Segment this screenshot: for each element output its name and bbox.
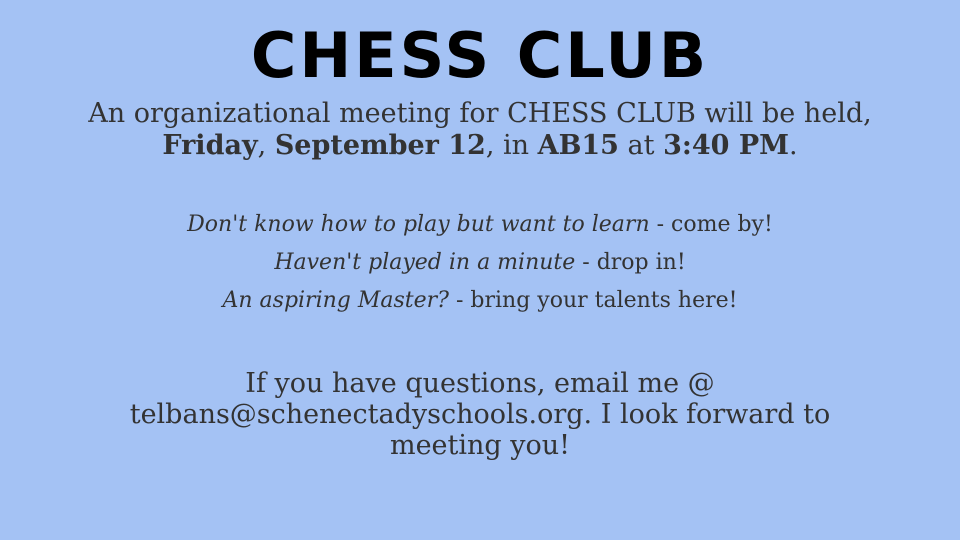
invitation-prompts bbox=[60, 206, 900, 320]
prompt-line bbox=[60, 206, 900, 244]
announcement-sep-2: , in bbox=[485, 130, 538, 161]
prompt-rest: - come by! bbox=[649, 212, 773, 237]
meeting-room: AB15 bbox=[537, 130, 619, 161]
prompt-line bbox=[60, 244, 900, 282]
prompt-rest: - bring your talents here! bbox=[448, 288, 738, 313]
meeting-time: 3:40 PM bbox=[663, 130, 790, 161]
announcement-text: An organizational meeting for CHESS CLUB will be held, bbox=[88, 98, 872, 129]
meeting-announcement bbox=[60, 98, 900, 162]
prompt-italic: Haven't played in a minute bbox=[274, 250, 576, 275]
prompt-italic: An aspiring Master? bbox=[222, 288, 449, 313]
prompt-line bbox=[60, 282, 900, 320]
prompt-italic: Don't know how to play but want to learn bbox=[187, 212, 650, 237]
slide-title: CHESS CLUB bbox=[250, 19, 710, 92]
announcement-end: . bbox=[789, 130, 798, 161]
announcement-sep-3: at bbox=[618, 130, 664, 161]
prompt-rest: - drop in! bbox=[575, 250, 686, 275]
meeting-date: September 12 bbox=[274, 130, 486, 161]
contact-info: If you have questions, email me @ telbans@schenectadyschools.org. I look forward to meeting you! bbox=[129, 368, 831, 461]
meeting-day: Friday bbox=[162, 130, 258, 161]
announcement-sep-1: , bbox=[257, 130, 275, 161]
